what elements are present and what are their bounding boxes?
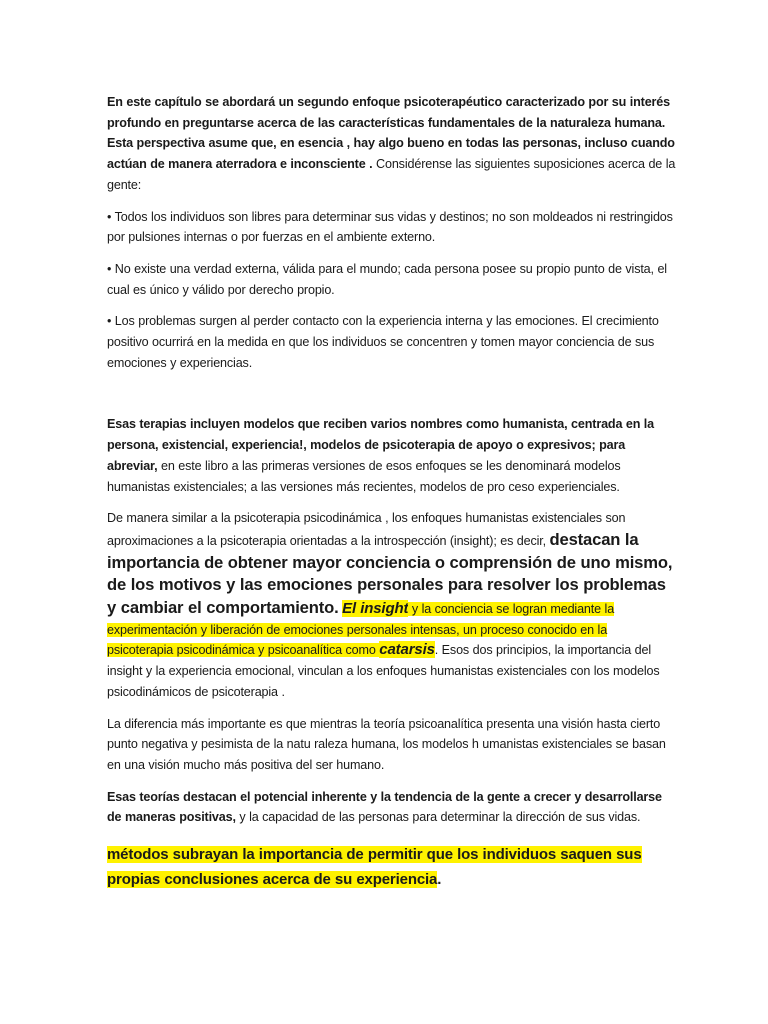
intro-text-cont: Considérense las siguientes suposiciones acerca de la gente:: [107, 157, 676, 192]
psicodinamica-text: De manera similar a la psicoterapia psicodinámica , los enfoques humanistas existenciales son aproximaciones a la psicoterapia orientadas a la introspección (insight); es decir,: [107, 511, 626, 548]
bullet-2: • No existe una verdad externa, válida para el mundo; cada persona posee su propio punto de vista, el cual es único y válido por derecho propio.: [107, 261, 667, 297]
highlight-metodos: métodos subrayan la importancia de permitir que los individuos saquen sus propias conclusiones acerca de su experiencia: [107, 846, 642, 889]
psicodinamica-end: . Esos dos principios, la importancia del insight y la experiencia emocional, vinculan a los enfoques humanistas existenciales con los modelos psicodinámicos de psicoterapia .: [107, 643, 660, 699]
bullet-1: • Todos los individuos son libres para determinar sus vidas y destinos; no son moldeados ni restringidos por pulsiones internas o por fuerzas en el ambiente externo.: [107, 209, 673, 245]
paragraph-diferencia: La diferencia más importante es que mientras la teoría psicoanalítica presenta una visión hasta cierto punto negativa y pesimista de la natu raleza humana, los modelos h umanistas existenciales se basan en una visión mucho más positiva del ser humano.: [107, 716, 666, 772]
paragraph-psicodinamica: [107, 508, 676, 702]
paragraph-terapias: [107, 414, 676, 497]
highlight-insight: El insight: [342, 600, 409, 618]
spacer: [107, 384, 676, 414]
metodos-end: .: [437, 871, 442, 889]
paragraph-teorias: [107, 787, 676, 828]
paragraph-metodos: [107, 842, 676, 892]
emphasis-text: destacan la importancia de obtener mayor conciencia o comprensión de uno mismo, de los motivos y las emociones personales para resolver los problemas y cambiar el comportamiento.: [107, 529, 673, 618]
bullet-3: • Los problemas surgen al perder contacto con la experiencia interna y las emociones. El crecimiento positivo ocurrirá en la medida en que los individuos se concentren y tomen mayor conciencia de sus emociones y experiencias.: [107, 314, 659, 370]
intro-text: En este capítulo se abordará un segundo enfoque psicoterapéutico caracterizado por su interés profundo en preguntarse acerca de las características fundamentales de la naturaleza humana. Esta perspectiva asume que, en esencia , hay algo bueno en todas las personas, incluso cuando actúan de manera aterradora e inconsciente .: [107, 95, 675, 172]
teorias-text: Esas teorías destacan el potencial inherente y la tendencia de la gente a crecer y desarrollarse de maneras positivas,: [107, 789, 662, 825]
terapias-text: Esas terapias incluyen modelos que reciben varios nombres como humanista, centrada en la persona, existencial, experiencia!, modelos de psicoterapia de apoyo o expresivos; para abreviar,: [107, 417, 655, 473]
highlight-catarsis: catarsis: [379, 641, 435, 659]
teorias-text-cont: y la capacidad de las personas para determinar la dirección de sus vidas.: [235, 810, 641, 825]
paragraph-intro: [107, 92, 676, 196]
highlight-text: y la conciencia se logran mediante la experimentación y liberación de emociones personales intensas, un proceso conocido en la psicoterapia psicodinámica y psicoanalítica como: [107, 602, 615, 658]
terapias-text-cont: en este libro a las primeras versiones de esos enfoques se les denominará modelos humanistas existenciales; a las versiones más recientes, modelos de pro ceso experienciales.: [107, 458, 621, 494]
